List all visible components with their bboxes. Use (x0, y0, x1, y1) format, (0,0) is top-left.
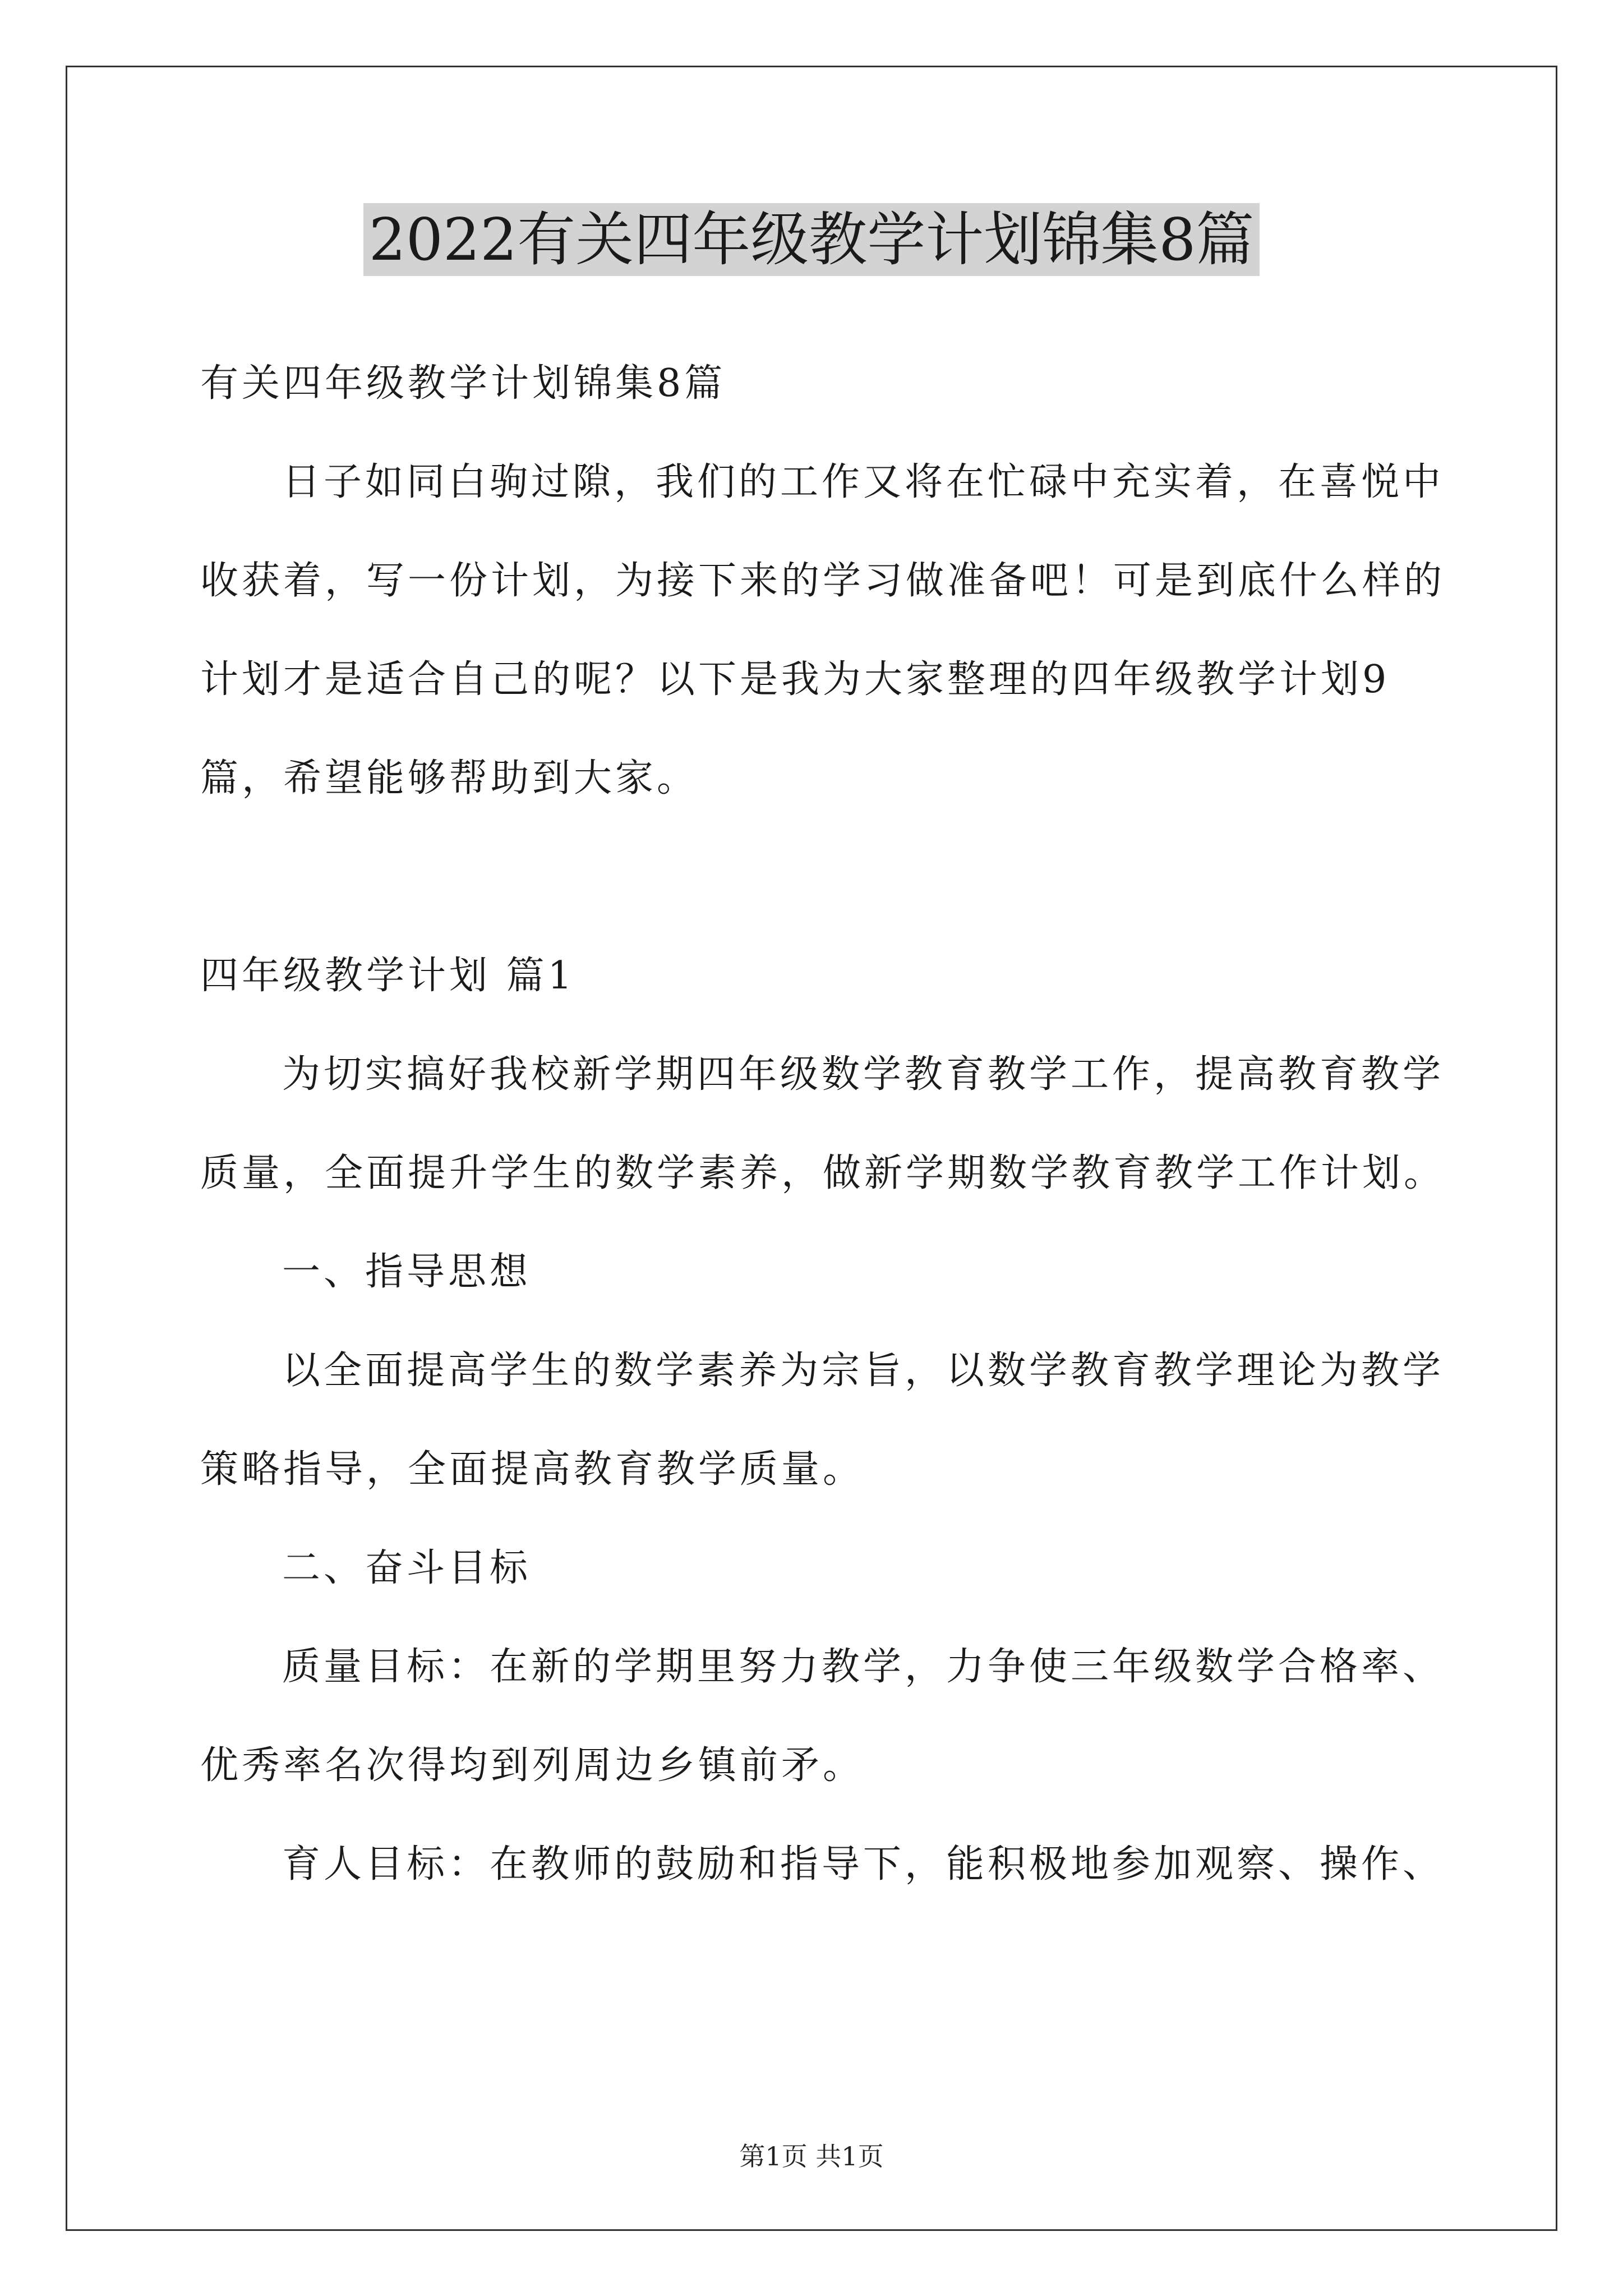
subheading-goals: 二、奋斗目标 (282, 1546, 532, 1590)
document-subtitle: 有关四年级教学计划锦集8篇 (200, 361, 726, 406)
document-title-text: 2022有关四年级教学计划锦集8篇 (363, 203, 1260, 276)
body-paragraph: 质量目标：在新的学期里努力教学，力争使三年级数学合格率、优秀率名次得均到列周边乡镇前矛。 (200, 1645, 1445, 1788)
subheading-guiding-ideology: 一、指导思想 (282, 1250, 532, 1294)
page-footer: 第1页 共1页 (739, 2141, 884, 2171)
intro-paragraph: 日子如同白驹过隙，我们的工作又将在忙碌中充实着，在喜悦中收获着，写一份计划，为接下来的学习做准备吧！可是到底什么样的计划才是适合自己的呢？以下是我为大家整理的四年级教学计划9篇，希望能够帮助到大家。 (200, 460, 1446, 800)
body-paragraph: 育人目标：在教师的鼓励和指导下，能积极地参加观察、操作、 (282, 1842, 1445, 1887)
body-paragraph: 以全面提高学生的数学素养为宗旨，以数学教育教学理论为教学策略指导，全面提高教育教学质量。 (200, 1349, 1445, 1492)
document-title (0, 206, 1623, 274)
document-body (200, 334, 1468, 1914)
section-heading: 四年级教学计划 篇1 (200, 954, 575, 998)
body-paragraph: 为切实搞好我校新学期四年级数学教育教学工作，提高教育教学质量，全面提升学生的数学素养，做新学期数学教育教学工作计划。 (200, 1052, 1446, 1195)
